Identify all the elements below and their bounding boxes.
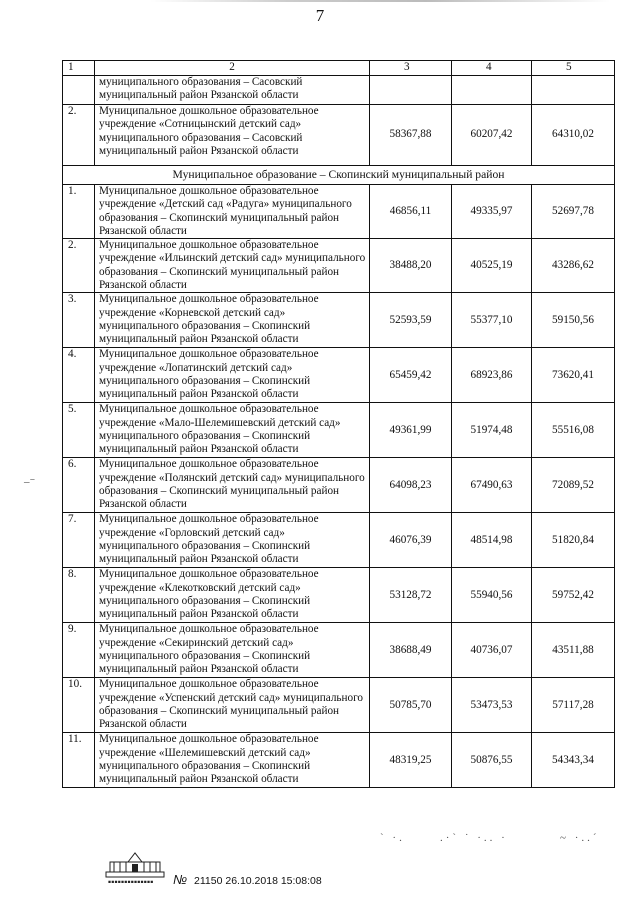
scan-noise-mark: ~ ·..´ [560,832,600,844]
row-value-col-4: 50876,55 [452,733,532,788]
header-col-3: 3 [370,61,452,76]
row-value-col-3: 38488,20 [370,239,452,293]
row-value-col-4: 67490,63 [452,458,532,513]
row-value-col-4: 55940,56 [452,568,532,623]
row-number-cell [63,76,95,105]
row-value-col-3: 52593,59 [370,293,452,348]
table-row [63,239,615,293]
row-number-cell: 3. [63,293,95,348]
row-value-col-5: 52697,78 [532,185,615,239]
row-value-col-4: 40525,19 [452,239,532,293]
row-number-cell: 9. [63,623,95,678]
row-number-cell: 6. [63,458,95,513]
section-heading-row [63,166,615,185]
row-value-col-5: 43286,62 [532,239,615,293]
row-value-col-5: 54343,34 [532,733,615,788]
row-value-col-5: 43511,88 [532,623,615,678]
table-header-row [63,61,615,76]
data-table [62,60,615,788]
table-row-continuation [63,76,615,105]
row-number-cell: 5. [63,403,95,458]
row-number-cell: 4. [63,348,95,403]
row-value-col-4: 49335,97 [452,185,532,239]
table-row [63,678,615,733]
header-col-5: 5 [532,61,615,76]
row-number-cell: 7. [63,513,95,568]
row-value-col-4: 40736,07 [452,623,532,678]
row-number-cell: 2. [63,239,95,293]
page-number: 7 [315,6,325,25]
footer-document-info [173,872,322,887]
table-row [63,733,615,788]
row-name-cell: Муниципальное дошкольное образовательное учреждение «Горловский детский сад» муниципального образования – Скопинский муниципальный район Рязанской области [95,513,370,568]
row-value-col-3: 46856,11 [370,185,452,239]
row-name-cell: Муниципальное дошкольное образовательное учреждение «Мало-Шелемишевский детский сад» муниципального образования – Скопинский муниципальный район Рязанской области [95,403,370,458]
row-number-cell: 10. [63,678,95,733]
row-value-cell [370,76,452,105]
row-name-cell: Муниципальное дошкольное образовательное учреждение «Сотницынский детский сад» муниципального образования – Сасовский муниципальный район Рязанской области [95,105,370,166]
row-value-col-5: 51820,84 [532,513,615,568]
scan-edge-mark [150,0,610,2]
row-number-cell: 1. [63,185,95,239]
row-number-cell: 11. [63,733,95,788]
row-name-cell: Муниципальное дошкольное образовательное учреждение «Успенский детский сад» муниципального образования – Скопинский муниципальный район Рязанской области [95,678,370,733]
registry-building-logo [104,850,166,880]
row-value-col-5: 59150,56 [532,293,615,348]
table-row [63,293,615,348]
row-value-col-4: 60207,42 [452,105,532,166]
row-value-col-3: 58367,88 [370,105,452,166]
table-row [63,105,615,166]
row-value-col-5: 55516,08 [532,403,615,458]
table-row [63,568,615,623]
row-name-cell: муниципального образования – Сасовский муниципальный район Рязанской области [95,76,370,105]
row-value-col-3: 38688,49 [370,623,452,678]
row-name-cell: Муниципальное дошкольное образовательное учреждение «Корневской детский сад» муниципального образования – Скопинский муниципальный район Рязанской области [95,293,370,348]
document-registration-info: 21150 26.10.2018 15:08:08 [194,875,322,887]
section-title: Муниципальное образование – Скопинский муниципальный район [63,166,615,185]
row-value-col-4: 53473,53 [452,678,532,733]
row-value-cell [452,76,532,105]
row-value-col-3: 64098,23 [370,458,452,513]
scan-noise-mark: ` ·. [380,832,405,844]
row-value-col-3: 65459,42 [370,348,452,403]
row-value-col-3: 50785,70 [370,678,452,733]
logo-caption: ▪▪▪▪▪▪▪▪▪▪▪▪▪▪ [108,880,154,885]
scan-noise-mark: .·` ˙ ·.. · [440,832,508,844]
row-number-cell: 8. [63,568,95,623]
table-row [63,348,615,403]
row-name-cell: Муниципальное дошкольное образовательное учреждение «Детский сад «Радуга» муниципального образования – Скопинский муниципальный район Рязанской области [95,185,370,239]
row-value-col-4: 55377,10 [452,293,532,348]
header-col-2: 2 [95,61,370,76]
row-value-col-3: 49361,99 [370,403,452,458]
row-name-cell: Муниципальное дошкольное образовательное учреждение «Шелемишевский детский сад» муниципального образования – Скопинский муниципальный район Рязанской области [95,733,370,788]
row-value-col-5: 72089,52 [532,458,615,513]
header-col-1: 1 [63,61,95,76]
row-value-col-3: 48319,25 [370,733,452,788]
row-name-cell: Муниципальное дошкольное образовательное учреждение «Клекотковский детский сад» муниципального образования – Скопинский муниципальный район Рязанской области [95,568,370,623]
row-value-col-3: 46076,39 [370,513,452,568]
table-row [63,185,615,239]
row-name-cell: Муниципальное дошкольное образовательное учреждение «Лопатинский детский сад» муниципального образования – Скопинский муниципальный район Рязанской области [95,348,370,403]
document-number-symbol: № [173,872,188,887]
table-row [63,403,615,458]
row-value-col-5: 59752,42 [532,568,615,623]
row-value-cell [532,76,615,105]
row-name-cell: Муниципальное дошкольное образовательное учреждение «Ильинский детский сад» муниципального образования – Скопинский муниципальный район Рязанской области [95,239,370,293]
row-value-col-4: 68923,86 [452,348,532,403]
table-row [63,623,615,678]
table-row [63,513,615,568]
margin-mark: –⁻ [24,476,36,488]
row-value-col-4: 48514,98 [452,513,532,568]
row-value-col-3: 53128,72 [370,568,452,623]
table-row [63,458,615,513]
row-name-cell: Муниципальное дошкольное образовательное учреждение «Секиринский детский сад» муниципального образования – Скопинский муниципальный район Рязанской области [95,623,370,678]
row-value-col-5: 73620,41 [532,348,615,403]
row-value-col-5: 64310,02 [532,105,615,166]
header-col-4: 4 [452,61,532,76]
row-value-col-5: 57117,28 [532,678,615,733]
row-name-cell: Муниципальное дошкольное образовательное учреждение «Полянский детский сад» муниципального образования – Скопинский муниципальный район Рязанской области [95,458,370,513]
row-number-cell: 2. [63,105,95,166]
row-value-col-4: 51974,48 [452,403,532,458]
